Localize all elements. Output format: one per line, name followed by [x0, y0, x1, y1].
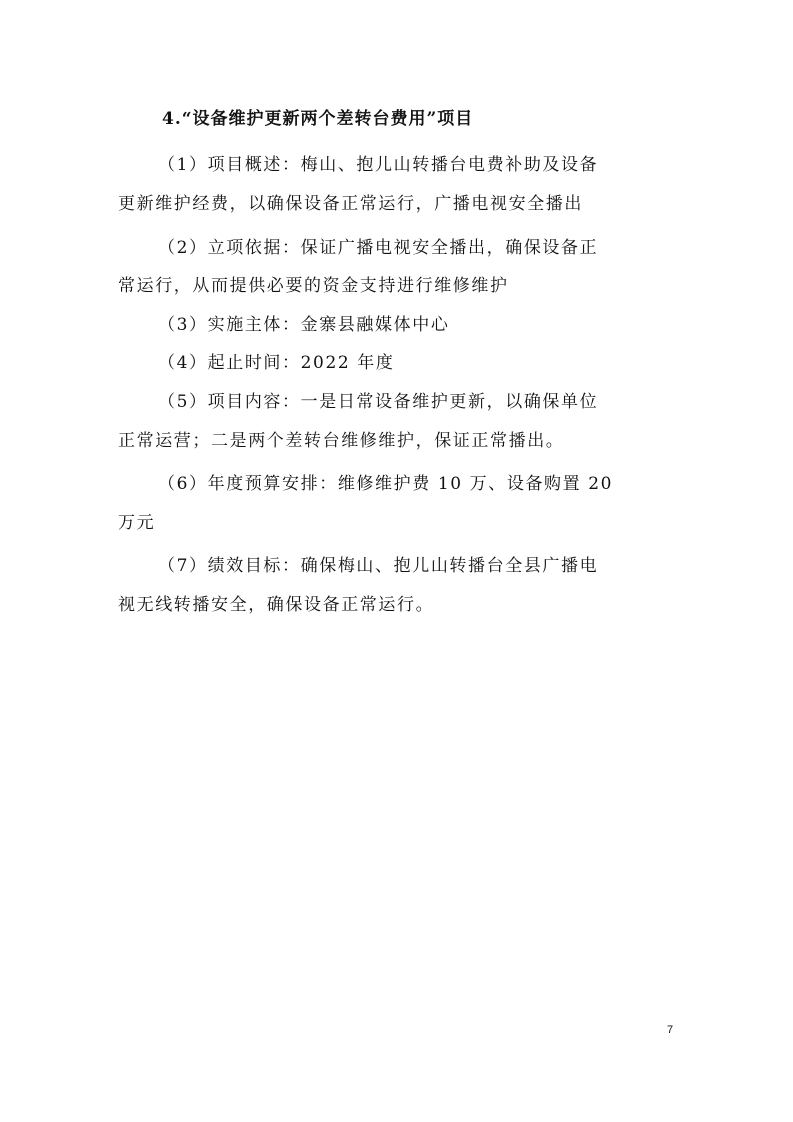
item-2-line-2: 常运行，从而提供必要的资金支持进行维修维护 — [118, 276, 509, 296]
item-5-line-1: （5）项目内容：一是日常设备维护更新，以确保单位 — [158, 392, 599, 412]
item-6-line-1: （6）年度预算安排：维修维护费 10 万、设备购置 20 — [158, 474, 614, 494]
item-2-line-1: （2）立项依据：保证广播电视安全播出，确保设备正 — [158, 238, 599, 258]
item-1-line-1: （1）项目概述：梅山、抱儿山转播台电费补助及设备 — [158, 155, 599, 175]
item-4-line-1: （4）起止时间：2022 年度 — [158, 353, 395, 373]
section-heading: 4.“设备维护更新两个差转台费用”项目 — [162, 109, 474, 129]
item-7-line-1: （7）绩效目标：确保梅山、抱儿山转播台全县广播电 — [158, 556, 599, 576]
page-number: 7 — [667, 1024, 674, 1036]
item-1-line-2: 更新维护经费，以确保设备正常运行，广播电视安全播出 — [118, 194, 583, 214]
item-5-line-2: 正常运营；二是两个差转台维修维护，保证正常播出。 — [118, 431, 565, 451]
item-7-line-2: 视无线转播安全，确保设备正常运行。 — [118, 595, 435, 615]
item-3-line-1: （3）实施主体：金寨县融媒体中心 — [158, 315, 450, 335]
item-6-line-2: 万元 — [118, 513, 156, 533]
